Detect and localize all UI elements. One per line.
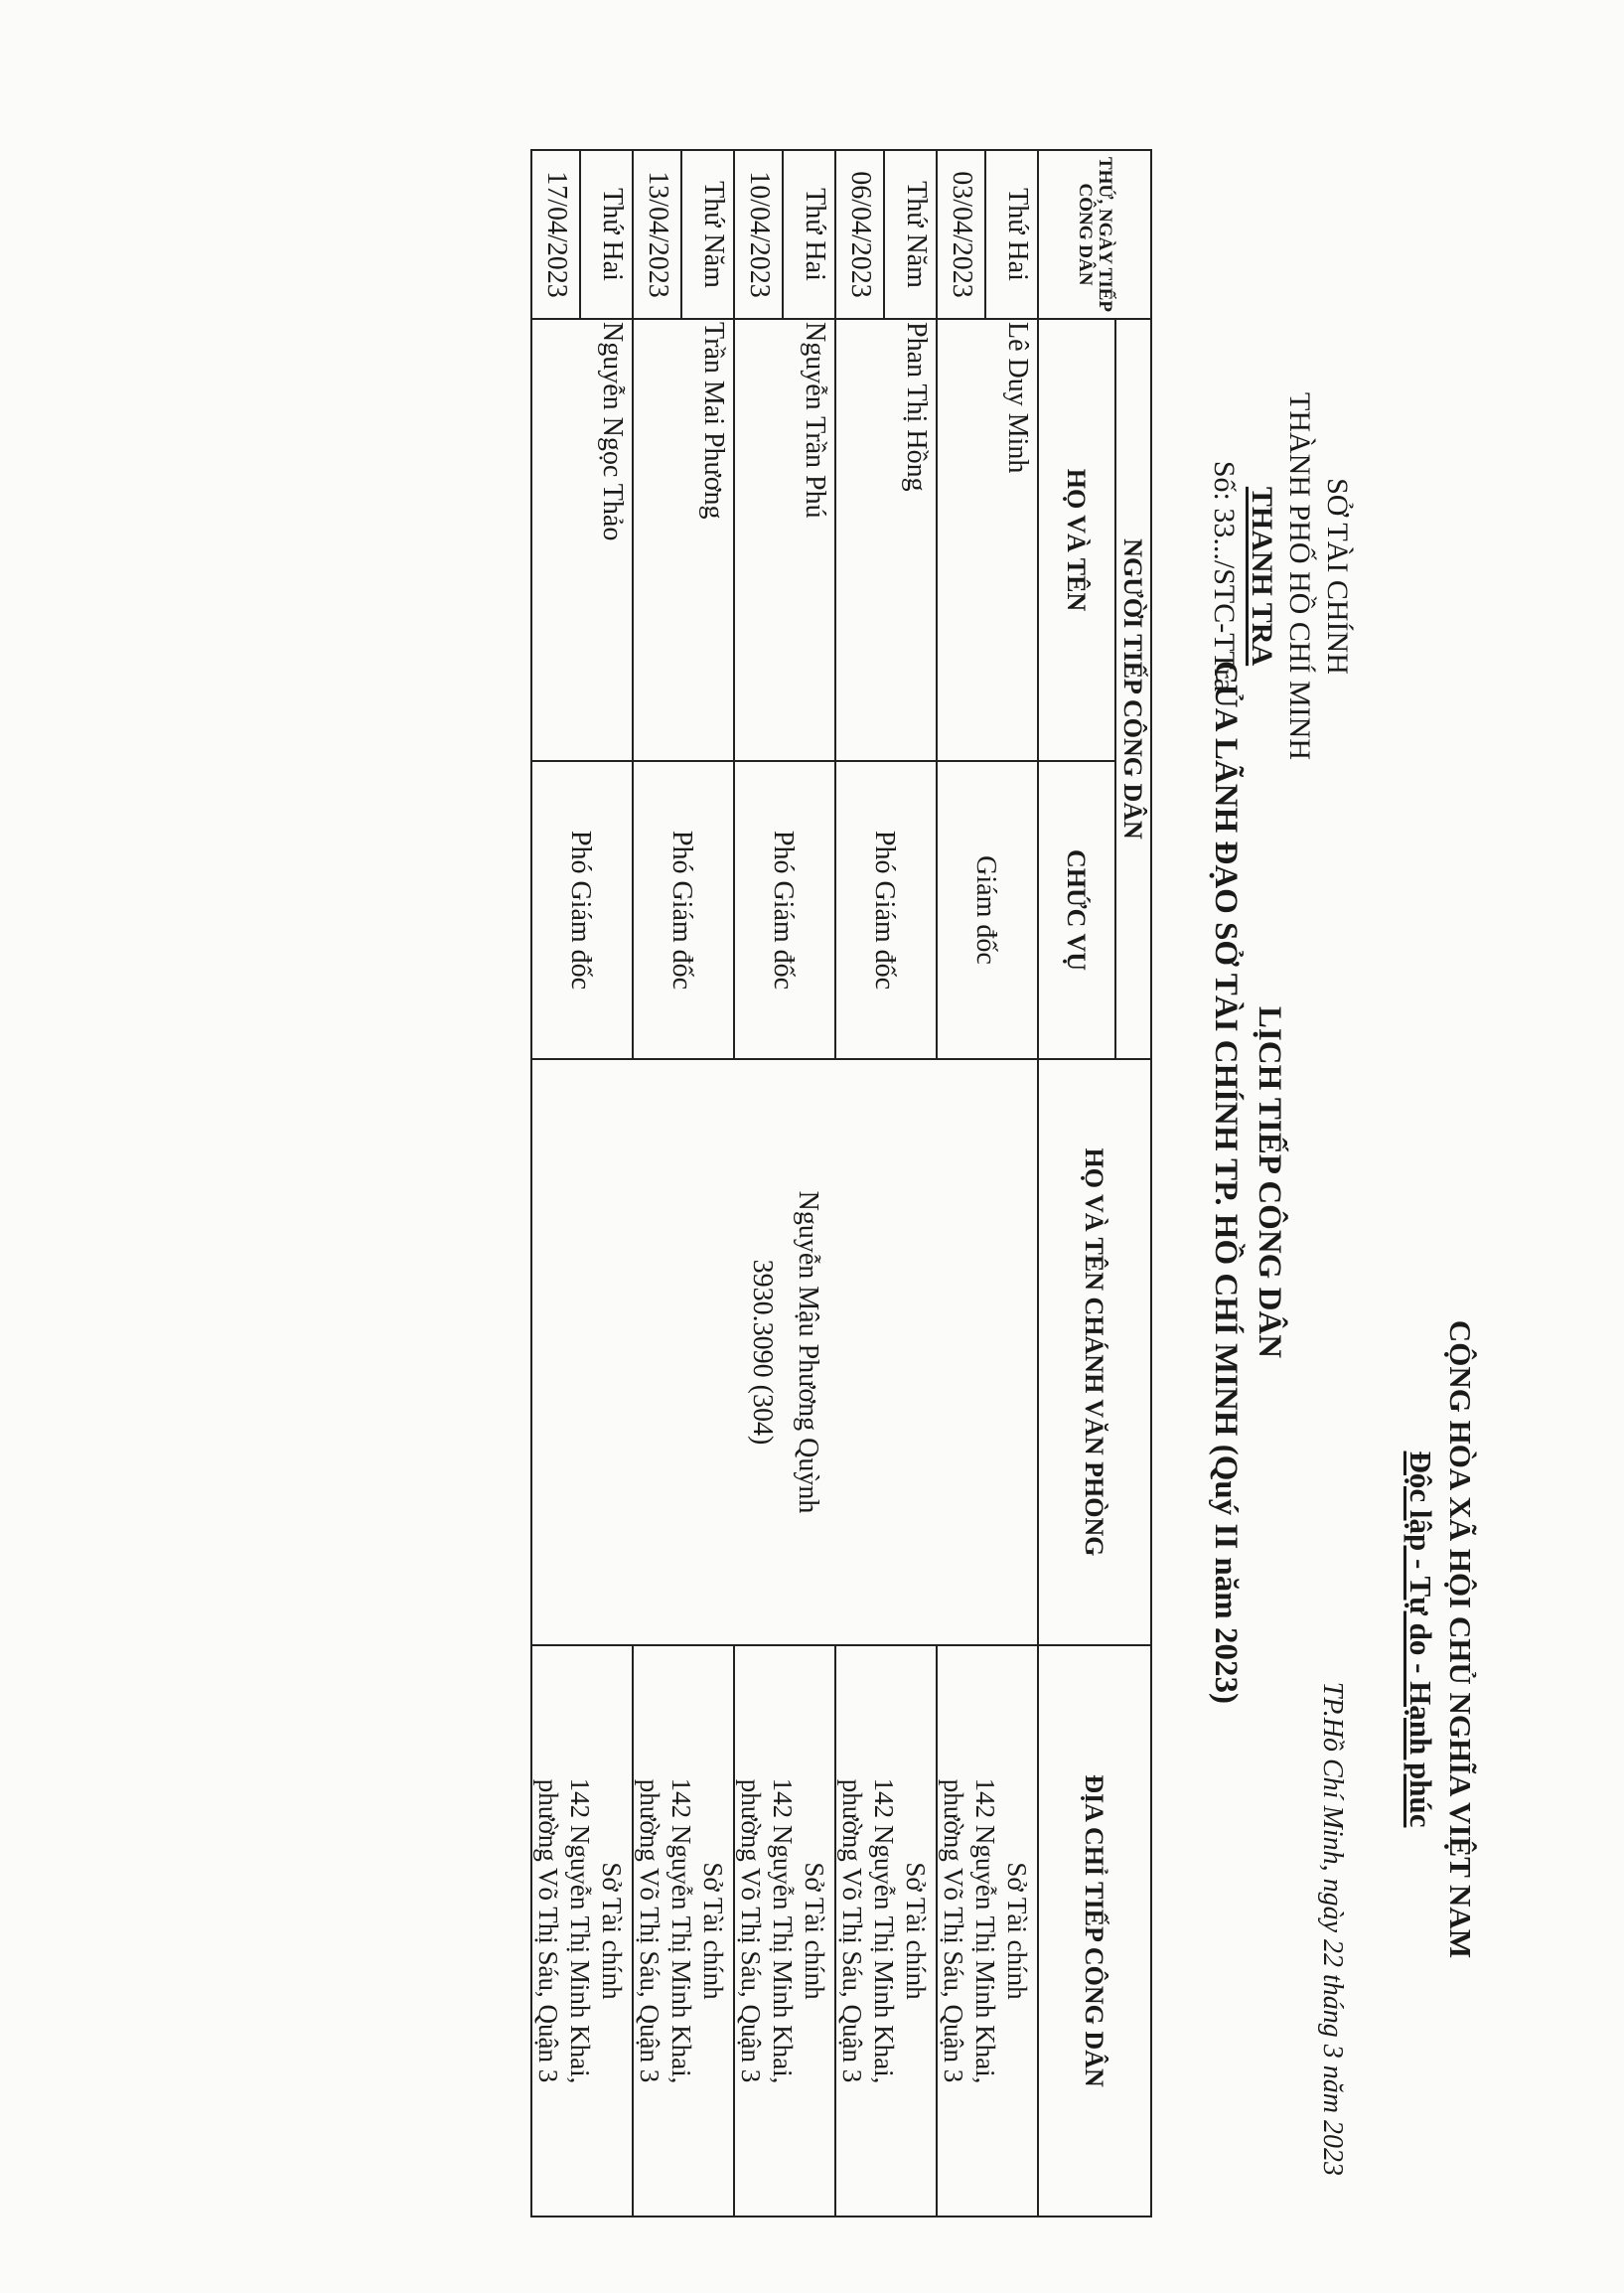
- header-address: ĐỊA CHỈ TIẾP CÔNG DÂN: [1038, 1645, 1151, 2217]
- row-date: 06/04/2023: [835, 150, 884, 319]
- agency-line-2: THÀNH PHỐ HỒ CHÍ MINH: [1283, 392, 1316, 760]
- address-line-2: phường Võ Thị Sáu, Quận 3: [939, 1778, 968, 2083]
- document-dateline: TP.Hồ Chí Minh, ngày 22 tháng 3 năm 2023: [1317, 1681, 1348, 2176]
- title-line-1: LỊCH TIẾP CÔNG DÂN: [1252, 1005, 1287, 1359]
- row-position: Phó Giám đốc: [734, 761, 835, 1059]
- document-title: [1204, 149, 1291, 2216]
- row-position: Phó Giám đốc: [835, 761, 937, 1059]
- address-place: Sở Tài chính: [901, 1862, 931, 2000]
- address-line-2: phường Võ Thị Sáu, Quận 3: [533, 1778, 563, 2083]
- row-position: Phó Giám đốc: [531, 761, 633, 1059]
- row-address: [937, 1645, 1038, 2217]
- row-address: [734, 1645, 835, 2217]
- header-day-date: THỨ, NGÀY TIẾP CÔNG DÂN: [1038, 150, 1151, 319]
- row-name: Nguyễn Trần Phú: [734, 319, 835, 761]
- row-date: 17/04/2023: [531, 150, 580, 319]
- office-chief-phone: 3930.3090 (304): [747, 1259, 778, 1446]
- row-date: 03/04/2023: [937, 150, 985, 319]
- header-office-chief: HỌ VÀ TÊN CHÁNH VĂN PHÒNG: [1038, 1059, 1151, 1645]
- national-motto: Độc lập - Tự do - Hạnh phúc: [1403, 1451, 1438, 1828]
- title-line-2: CỦA LÃNH ĐẠO SỞ TÀI CHÍNH TP. HỒ CHÍ MINH (Quý II năm 2023): [1208, 660, 1244, 1705]
- document-number: Số: 33.../STC-TTra: [1208, 460, 1241, 692]
- address-line-1: 142 Nguyễn Thị Minh Khai,: [869, 1777, 899, 2084]
- address-line-1: 142 Nguyễn Thị Minh Khai,: [970, 1777, 1000, 2084]
- row-position: Giám đốc: [937, 761, 1038, 1059]
- row-date: 13/04/2023: [633, 150, 681, 319]
- row-day: Thứ Hai: [985, 150, 1038, 319]
- row-day: Thứ Năm: [884, 150, 937, 319]
- header-receiver-group: NGƯỜI TIẾP CÔNG DÂN: [1115, 319, 1151, 1059]
- header-position: CHỨC VỤ: [1038, 761, 1115, 1059]
- row-name: Phan Thị Hồng: [835, 319, 937, 761]
- address-line-2: phường Võ Thị Sáu, Quận 3: [736, 1778, 766, 2083]
- row-day: Thứ Hai: [580, 150, 633, 319]
- address-line-2: phường Võ Thị Sáu, Quận 3: [635, 1778, 664, 2083]
- row-name: Lê Duy Minh: [937, 319, 1038, 761]
- national-motto-block: [1401, 1073, 1480, 2206]
- row-address: [633, 1645, 734, 2217]
- row-name: Nguyễn Ngọc Thảo: [531, 319, 633, 761]
- agency-line-3: THANH TRA: [1246, 486, 1278, 667]
- address-line-1: 142 Nguyễn Thị Minh Khai,: [666, 1777, 696, 2084]
- row-name: Trần Mai Phương: [633, 319, 734, 761]
- office-chief-cell: [531, 1059, 1038, 1645]
- header-name: HỌ VÀ TÊN: [1038, 319, 1115, 761]
- address-place: Sở Tài chính: [1002, 1862, 1032, 2000]
- office-chief-name: Nguyễn Mậu Phương Quỳnh: [793, 1190, 823, 1514]
- schedule-table: [530, 149, 1152, 2217]
- address-line-1: 142 Nguyễn Thị Minh Khai,: [565, 1777, 595, 2084]
- row-address: [531, 1645, 633, 2217]
- row-day: Thứ Năm: [681, 150, 734, 319]
- agency-line-1: SỞ TÀI CHÍNH: [1321, 478, 1354, 675]
- address-place: Sở Tài chính: [698, 1862, 728, 2000]
- address-line-2: phường Võ Thị Sáu, Quận 3: [837, 1778, 867, 2083]
- row-address: [835, 1645, 937, 2217]
- row-date: 10/04/2023: [734, 150, 783, 319]
- row-day: Thứ Hai: [783, 150, 835, 319]
- address-place: Sở Tài chính: [597, 1862, 627, 2000]
- address-place: Sở Tài chính: [800, 1862, 829, 2000]
- national-name: CỘNG HÒA XÃ HỘI CHỦ NGHĨA VIỆT NAM: [1443, 1319, 1478, 1959]
- address-line-1: 142 Nguyễn Thị Minh Khai,: [768, 1777, 798, 2084]
- row-position: Phó Giám đốc: [633, 761, 734, 1059]
